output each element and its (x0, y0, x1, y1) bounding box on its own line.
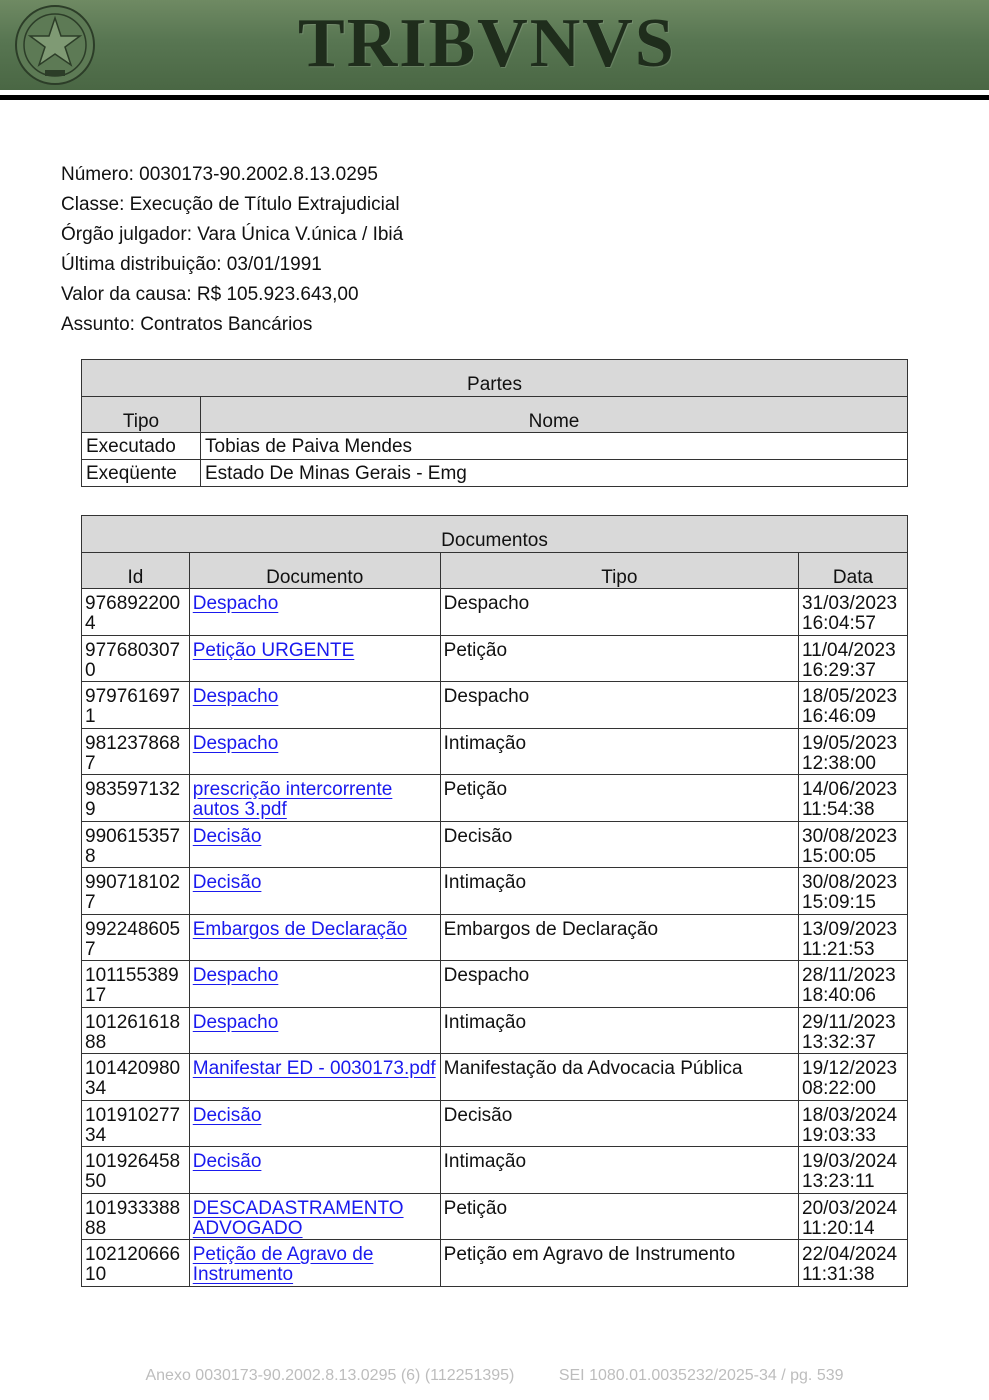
documento-link[interactable]: Decisão (192, 825, 262, 847)
documento-tipo-cell: Intimação (440, 868, 798, 915)
documento-link[interactable]: Decisão (192, 1151, 262, 1172)
partes-row (82, 433, 908, 460)
documentos-table (81, 515, 908, 1287)
documento-time: 15:09:15 (802, 892, 876, 913)
documento-data-cell (799, 1100, 908, 1147)
documento-time: 08:22:00 (802, 1078, 876, 1099)
documento-time: 11:21:53 (802, 938, 875, 960)
case-class: Classe: Execução de Título Extrajudicial (61, 194, 400, 215)
documento-link[interactable]: Embargos de Declaração (192, 918, 408, 940)
documento-data-cell (799, 728, 908, 775)
documento-data-cell (799, 961, 908, 1008)
documento-link[interactable]: Despacho (192, 965, 279, 986)
brand-title: TRIBVNVS (298, 5, 676, 82)
case-distribution: Última distribuição: 03/01/1991 (61, 254, 322, 275)
documento-link[interactable]: Despacho (192, 686, 279, 707)
documento-time: 11:20:14 (802, 1217, 875, 1239)
documento-row (82, 821, 908, 868)
documento-id-cell: 10191027734 (82, 1100, 190, 1147)
partes-nome-cell: Tobias de Paiva Mendes (201, 433, 908, 460)
documentos-header-documento: Documento (189, 553, 440, 589)
documento-link[interactable]: Manifestar ED - 0030173.pdf (192, 1058, 436, 1079)
documento-link[interactable]: Despacho (192, 593, 279, 614)
partes-nome-cell: Estado De Minas Gerais - Emg (201, 460, 908, 487)
documento-link-cell (189, 868, 440, 915)
documento-tipo-cell: Petição em Agravo de Instrumento (440, 1240, 798, 1287)
documento-date: 18/03/2024 (802, 1104, 898, 1126)
documento-tipo-cell: Intimação (440, 1147, 798, 1194)
case-value: Valor da causa: R$ 105.923.643,00 (61, 284, 359, 305)
documentos-caption: Documentos (82, 516, 908, 553)
documento-tipo-cell: Embargos de Declaração (440, 914, 798, 961)
documento-tipo-cell: Intimação (440, 728, 798, 775)
documento-id-cell: 10142098034 (82, 1054, 190, 1101)
documento-time: 15:00:05 (802, 845, 876, 867)
documento-time: 11:54:38 (802, 799, 875, 820)
documento-data-cell (799, 1240, 908, 1287)
documento-row (82, 1100, 908, 1147)
documento-data-cell (799, 1147, 908, 1194)
documento-link-cell (189, 1054, 440, 1101)
documento-id-cell: 9812378687 (82, 728, 190, 775)
documento-date: 14/06/2023 (802, 779, 898, 800)
documento-data-cell (799, 1007, 908, 1054)
documento-tipo-cell: Petição (440, 1193, 798, 1240)
documento-date: 19/12/2023 (802, 1058, 898, 1079)
documentos-header-id: Id (82, 553, 190, 589)
documento-row (82, 868, 908, 915)
documento-link-cell (189, 961, 440, 1008)
coat-of-arms-icon (12, 4, 98, 86)
documento-tipo-cell: Petição (440, 775, 798, 822)
documento-id-cell: 9835971329 (82, 775, 190, 822)
documento-link-cell (189, 635, 440, 682)
documento-time: 16:04:57 (802, 613, 876, 634)
case-info (61, 160, 403, 340)
documento-id-cell: 10115538917 (82, 961, 190, 1008)
documento-data-cell (799, 821, 908, 868)
documento-link-cell (189, 1240, 440, 1287)
case-number: Número: 0030173-90.2002.8.13.0295 (61, 164, 378, 185)
documento-tipo-cell: Manifestação da Advocacia Pública (440, 1054, 798, 1101)
documento-row (82, 775, 908, 822)
documento-row (82, 1147, 908, 1194)
documento-date: 13/09/2023 (802, 918, 898, 940)
documento-id-cell: 10192645850 (82, 1147, 190, 1194)
documento-data-cell (799, 682, 908, 729)
documento-row (82, 1007, 908, 1054)
documento-date: 22/04/2024 (802, 1244, 898, 1265)
documento-row (82, 961, 908, 1008)
footer-anexo: Anexo 0030173-90.2002.8.13.0295 (6) (112251395) (145, 1367, 515, 1384)
documento-link-cell (189, 589, 440, 636)
documento-link-cell (189, 1147, 440, 1194)
documento-date: 11/04/2023 (802, 639, 896, 661)
documento-link[interactable]: Petição de Agravo de Instrumento (192, 1244, 374, 1285)
documento-date: 30/08/2023 (802, 872, 898, 893)
partes-header-tipo: Tipo (82, 397, 201, 433)
documento-link[interactable]: Despacho (192, 732, 279, 754)
documento-link-cell (189, 728, 440, 775)
documento-date: 19/03/2024 (802, 1151, 898, 1172)
documento-link-cell (189, 1007, 440, 1054)
documento-date: 29/11/2023 (802, 1011, 896, 1033)
partes-header-nome: Nome (201, 397, 908, 433)
documento-id-cell: 10126161888 (82, 1007, 190, 1054)
documento-row (82, 635, 908, 682)
partes-row (82, 460, 908, 487)
documento-link[interactable]: DESCADASTRAMENTO ADVOGADO (192, 1197, 404, 1239)
documentos-header-tipo: Tipo (440, 553, 798, 589)
case-subject: Assunto: Contratos Bancários (61, 314, 313, 335)
documento-tipo-cell: Decisão (440, 1100, 798, 1147)
documento-data-cell (799, 1193, 908, 1240)
documento-id-cell: 9768922004 (82, 589, 190, 636)
documento-time: 18:40:06 (802, 985, 876, 1006)
documentos-header-data: Data (799, 553, 908, 589)
documento-link[interactable]: Decisão (192, 1104, 262, 1126)
documento-date: 28/11/2023 (802, 965, 896, 986)
documento-link[interactable]: Decisão (192, 872, 262, 893)
documento-data-cell (799, 775, 908, 822)
documento-data-cell (799, 635, 908, 682)
partes-tipo-cell: Exeqüente (82, 460, 201, 487)
partes-caption: Partes (82, 360, 908, 397)
documento-link-cell (189, 914, 440, 961)
documento-link-cell (189, 775, 440, 822)
documento-id-cell: 9907181027 (82, 868, 190, 915)
documento-time: 19:03:33 (802, 1124, 876, 1146)
header-banner (0, 0, 989, 90)
documento-data-cell (799, 868, 908, 915)
documento-date: 18/05/2023 (802, 686, 898, 707)
documento-row (82, 914, 908, 961)
documento-date: 31/03/2023 (802, 593, 898, 614)
partes-table (81, 359, 908, 487)
documento-id-cell: 9797616971 (82, 682, 190, 729)
documento-tipo-cell: Decisão (440, 821, 798, 868)
documento-id-cell: 10193338888 (82, 1193, 190, 1240)
documento-tipo-cell: Despacho (440, 961, 798, 1008)
documento-id-cell: 9906153578 (82, 821, 190, 868)
documento-time: 13:23:11 (802, 1171, 875, 1192)
documento-link[interactable]: Despacho (192, 1011, 279, 1033)
header-rule (0, 95, 989, 100)
documento-date: 19/05/2023 (802, 732, 898, 754)
documento-row (82, 1240, 908, 1287)
documento-link-cell (189, 821, 440, 868)
case-court: Órgão julgador: Vara Única V.única / Ibiá (61, 224, 404, 245)
documento-row (82, 1193, 908, 1240)
documento-row (82, 589, 908, 636)
documento-id-cell: 9776803070 (82, 635, 190, 682)
documento-time: 13:32:37 (802, 1031, 876, 1053)
documento-time: 12:38:00 (802, 752, 876, 774)
documento-id-cell: 10212066610 (82, 1240, 190, 1287)
documento-tipo-cell: Intimação (440, 1007, 798, 1054)
documento-tipo-cell: Despacho (440, 589, 798, 636)
documento-time: 11:31:38 (802, 1264, 875, 1285)
documento-time: 16:46:09 (802, 706, 876, 727)
documento-row (82, 728, 908, 775)
documento-data-cell (799, 589, 908, 636)
documento-link-cell (189, 1193, 440, 1240)
footer-sei: SEI 1080.01.0035232/2025-34 / pg. 539 (558, 1367, 844, 1384)
page-footer (0, 1367, 989, 1385)
documento-time: 16:29:37 (802, 659, 876, 681)
documento-link-cell (189, 1100, 440, 1147)
documento-data-cell (799, 1054, 908, 1101)
partes-tipo-cell: Executado (82, 433, 201, 460)
documento-link[interactable]: prescrição intercorrente autos 3.pdf (192, 779, 393, 820)
documento-date: 30/08/2023 (802, 825, 898, 847)
documento-date: 20/03/2024 (802, 1197, 898, 1219)
documento-tipo-cell: Despacho (440, 682, 798, 729)
documento-link-cell (189, 682, 440, 729)
documento-row (82, 682, 908, 729)
documento-data-cell (799, 914, 908, 961)
documento-id-cell: 9922486057 (82, 914, 190, 961)
documento-tipo-cell: Petição (440, 635, 798, 682)
documento-row (82, 1054, 908, 1101)
documento-link[interactable]: Petição URGENTE (192, 639, 355, 661)
